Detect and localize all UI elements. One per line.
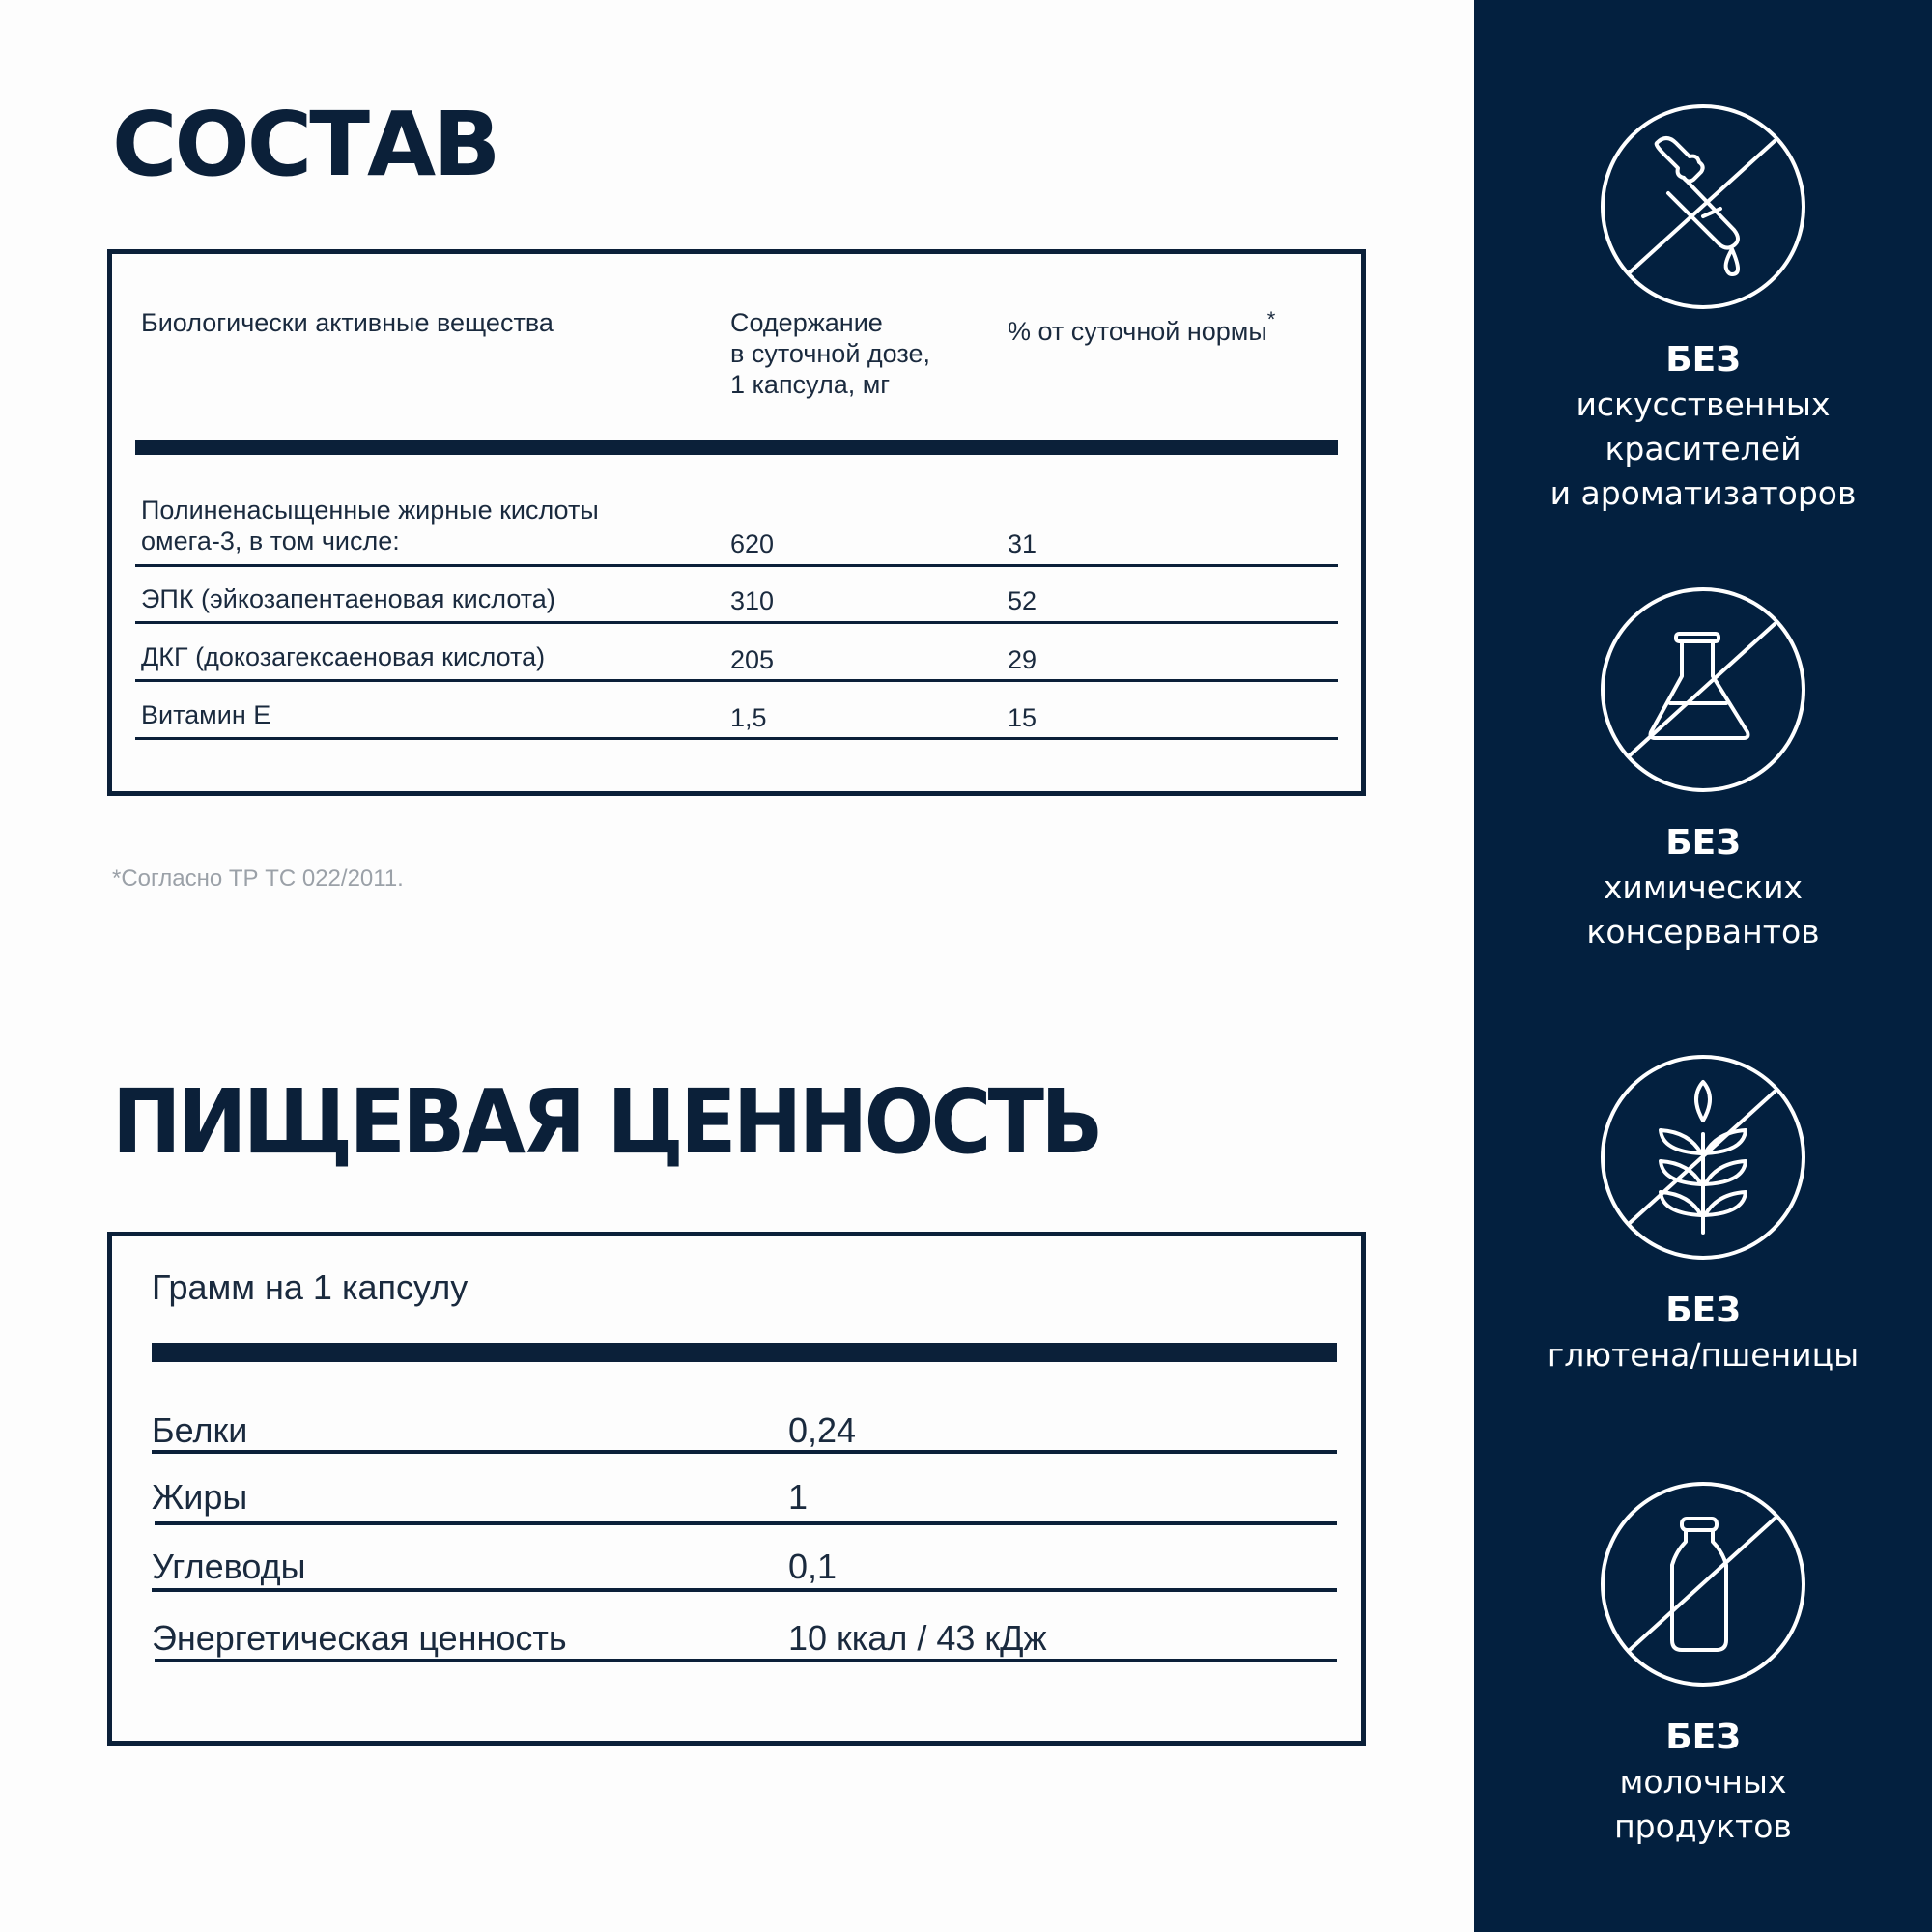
feature-text-line: продуктов — [1614, 1807, 1792, 1845]
nutrition-table — [107, 1232, 1366, 1746]
nutrition-header-bar — [152, 1343, 1337, 1362]
nutrition-row-name: Углеводы — [152, 1547, 306, 1586]
row-divider — [135, 679, 1338, 682]
composition-header-bar — [135, 440, 1338, 455]
row-divider — [135, 737, 1338, 740]
nutrition-title: ПИЩЕВАЯ ЦЕННОСТЬ — [112, 1070, 1100, 1174]
nutrition-row-name: Энергетическая ценность — [152, 1618, 567, 1658]
nutrition-header: Грамм на 1 капсулу — [152, 1267, 469, 1307]
row-percent-value: 15 — [1008, 703, 1037, 732]
row-percent-value: 31 — [1008, 529, 1037, 558]
feature-bold-label: БЕЗ — [1665, 1291, 1741, 1330]
feature-bold-label: БЕЗ — [1665, 1718, 1741, 1757]
nutrition-row-divider — [152, 1588, 1337, 1592]
feature-text-line: искусственных — [1576, 385, 1831, 423]
footnote: *Согласно ТР ТС 022/2011. — [112, 866, 404, 892]
features-panel — [1474, 0, 1932, 1932]
no-milk-icon — [1599, 1480, 1807, 1689]
row-content-value: 1,5 — [730, 703, 767, 732]
header-content-line1: Содержание — [730, 308, 883, 337]
nutrition-row-name: Белки — [152, 1410, 248, 1450]
nutrition-row-divider — [152, 1450, 1337, 1454]
composition-title: СОСТАВ — [112, 93, 498, 196]
nutrition-row-value: 10 ккал / 43 кДж — [788, 1618, 1047, 1658]
row-divider — [135, 621, 1338, 624]
header-percent-label: % от суточной нормы — [1008, 317, 1267, 346]
nutrition-row-value: 0,24 — [788, 1410, 857, 1450]
header-content — [730, 307, 930, 400]
table-row-name: ДКГ (докозагексаеновая кислота) — [141, 642, 546, 671]
feature-bold-label: БЕЗ — [1665, 823, 1741, 863]
nutrition-row-value: 1 — [788, 1477, 809, 1517]
feature-text-line: красителей — [1605, 430, 1802, 468]
no-dropper-icon — [1599, 102, 1807, 311]
table-row-name: ЭПК (эйкозапентаеновая кислота) — [141, 584, 555, 613]
header-percent-asterisk: * — [1266, 307, 1276, 331]
nutrition-row-name: Жиры — [152, 1477, 248, 1517]
feature-text-line: и ароматизаторов — [1549, 474, 1857, 512]
row-divider — [135, 564, 1338, 567]
nutrition-row-divider — [155, 1659, 1337, 1662]
feature-text-line: глютена/пшеницы — [1547, 1336, 1860, 1374]
row-name-line1: Полиненасыщенные жирные кислоты — [141, 496, 599, 525]
header-content-line3: 1 капсула, мг — [730, 370, 891, 399]
row-percent-value: 52 — [1008, 586, 1037, 615]
table-row-name: Витамин Е — [141, 700, 271, 729]
header-substance: Биологически активные вещества — [141, 308, 554, 337]
header-percent — [1008, 304, 1275, 347]
row-content-value: 205 — [730, 645, 775, 674]
row-percent-value: 29 — [1008, 645, 1037, 674]
feature-no-dyes — [1474, 102, 1932, 516]
feature-text-line: химических — [1603, 868, 1804, 906]
row-name-line2: омега-3, в том числе: — [141, 526, 400, 555]
feature-no-gluten — [1474, 1053, 1932, 1378]
feature-no-preservatives — [1474, 585, 1932, 954]
table-row-name — [141, 495, 599, 556]
header-content-line2: в суточной дозе, — [730, 339, 930, 368]
feature-no-dairy — [1474, 1480, 1932, 1849]
no-flask-icon — [1599, 585, 1807, 794]
nutrition-row-divider — [155, 1521, 1337, 1525]
feature-text-line: молочных — [1619, 1763, 1787, 1801]
row-content-value: 310 — [730, 586, 775, 615]
feature-bold-label: БЕЗ — [1665, 340, 1741, 380]
no-wheat-icon — [1599, 1053, 1807, 1262]
feature-text-line: консервантов — [1586, 913, 1820, 951]
row-content-value: 620 — [730, 529, 775, 558]
nutrition-row-value: 0,1 — [788, 1547, 838, 1586]
